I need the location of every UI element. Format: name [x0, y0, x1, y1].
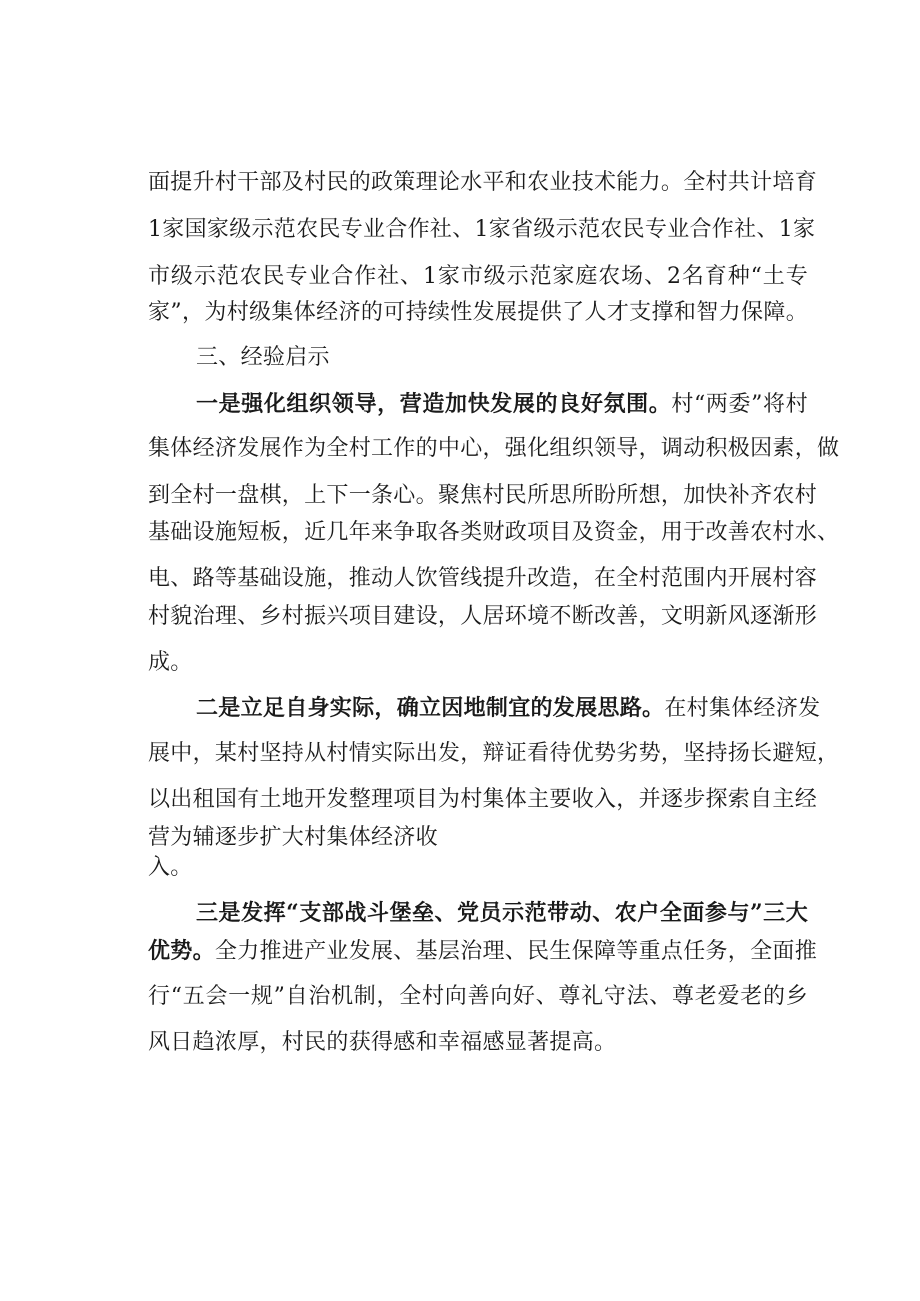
text-line: 风日趋浓厚，村民的获得感和幸福感显著提高。: [148, 1030, 617, 1055]
text-line: 市级示范农民专业合作社、1家市级示范家庭农场、2名育种“土专: [148, 264, 808, 289]
item3-bold-tail: 优势。: [148, 938, 215, 964]
section-heading: 三、经验启示: [196, 345, 330, 370]
item3-second-line: [148, 936, 818, 966]
text-line: 家”，为村级集体经济的可持续性发展提供了人才支撑和智力保障。: [148, 300, 808, 325]
item2-first-line: [196, 693, 821, 723]
item1-first-rest: 村“两委”将村: [671, 392, 808, 417]
item2-first-rest: 在村集体经济发: [664, 696, 821, 721]
text-line: 面提升村干部及村民的政策理论水平和农业技术能力。全村共计培育: [148, 170, 818, 195]
text-line: 电、路等基础设施，推动人饮管线提升改造，在全村范围内开展村容: [148, 566, 818, 591]
text-line: 展中，某村坚持从村情实际出发，辩证看待优势劣势，坚持扬长避短，: [148, 741, 840, 766]
text-line: 到全村一盘棋，上下一条心。聚焦村民所思所盼所想，加快补齐农村: [148, 483, 818, 508]
text-line: 成。: [148, 650, 193, 675]
text-line: 以出租国有土地开发整理项目为村集体主要收入，并逐步探索自主经: [148, 787, 818, 812]
text-line: 村貌治理、乡村振兴项目建设，人居环境不断改善，文明新风逐渐形: [148, 604, 818, 629]
item1-first-line: [196, 389, 808, 419]
item3-second-rest: 全力推进产业发展、基层治理、民生保障等重点任务，全面推: [214, 939, 818, 964]
item3-bold-lead: 三是发挥“支部战斗堡垒、党员示范带动、农户全面参与”三大: [196, 900, 808, 926]
text-line: 基础设施短板，近几年来争取各类财政项目及资金，用于改善农村水、: [148, 520, 840, 545]
text-line: 营为辅逐步扩大村集体经济收: [148, 825, 438, 850]
text-line: 1家国家级示范农民专业合作社、1家省级示范农民专业合作社、1家: [148, 217, 816, 242]
text-line: 集体经济发展作为全村工作的中心，强化组织领导，调动积极因素，做: [148, 436, 840, 461]
text-line: 入。: [148, 855, 193, 880]
item1-bold-lead: 一是强化组织领导，营造加快发展的良好氛围。: [196, 391, 672, 417]
item2-bold-lead: 二是立足自身实际，确立因地制宜的发展思路。: [196, 695, 665, 721]
text-line: 行“五会一规”自治机制，全村向善向好、尊礼守法、尊老爱老的乡: [148, 984, 808, 1009]
